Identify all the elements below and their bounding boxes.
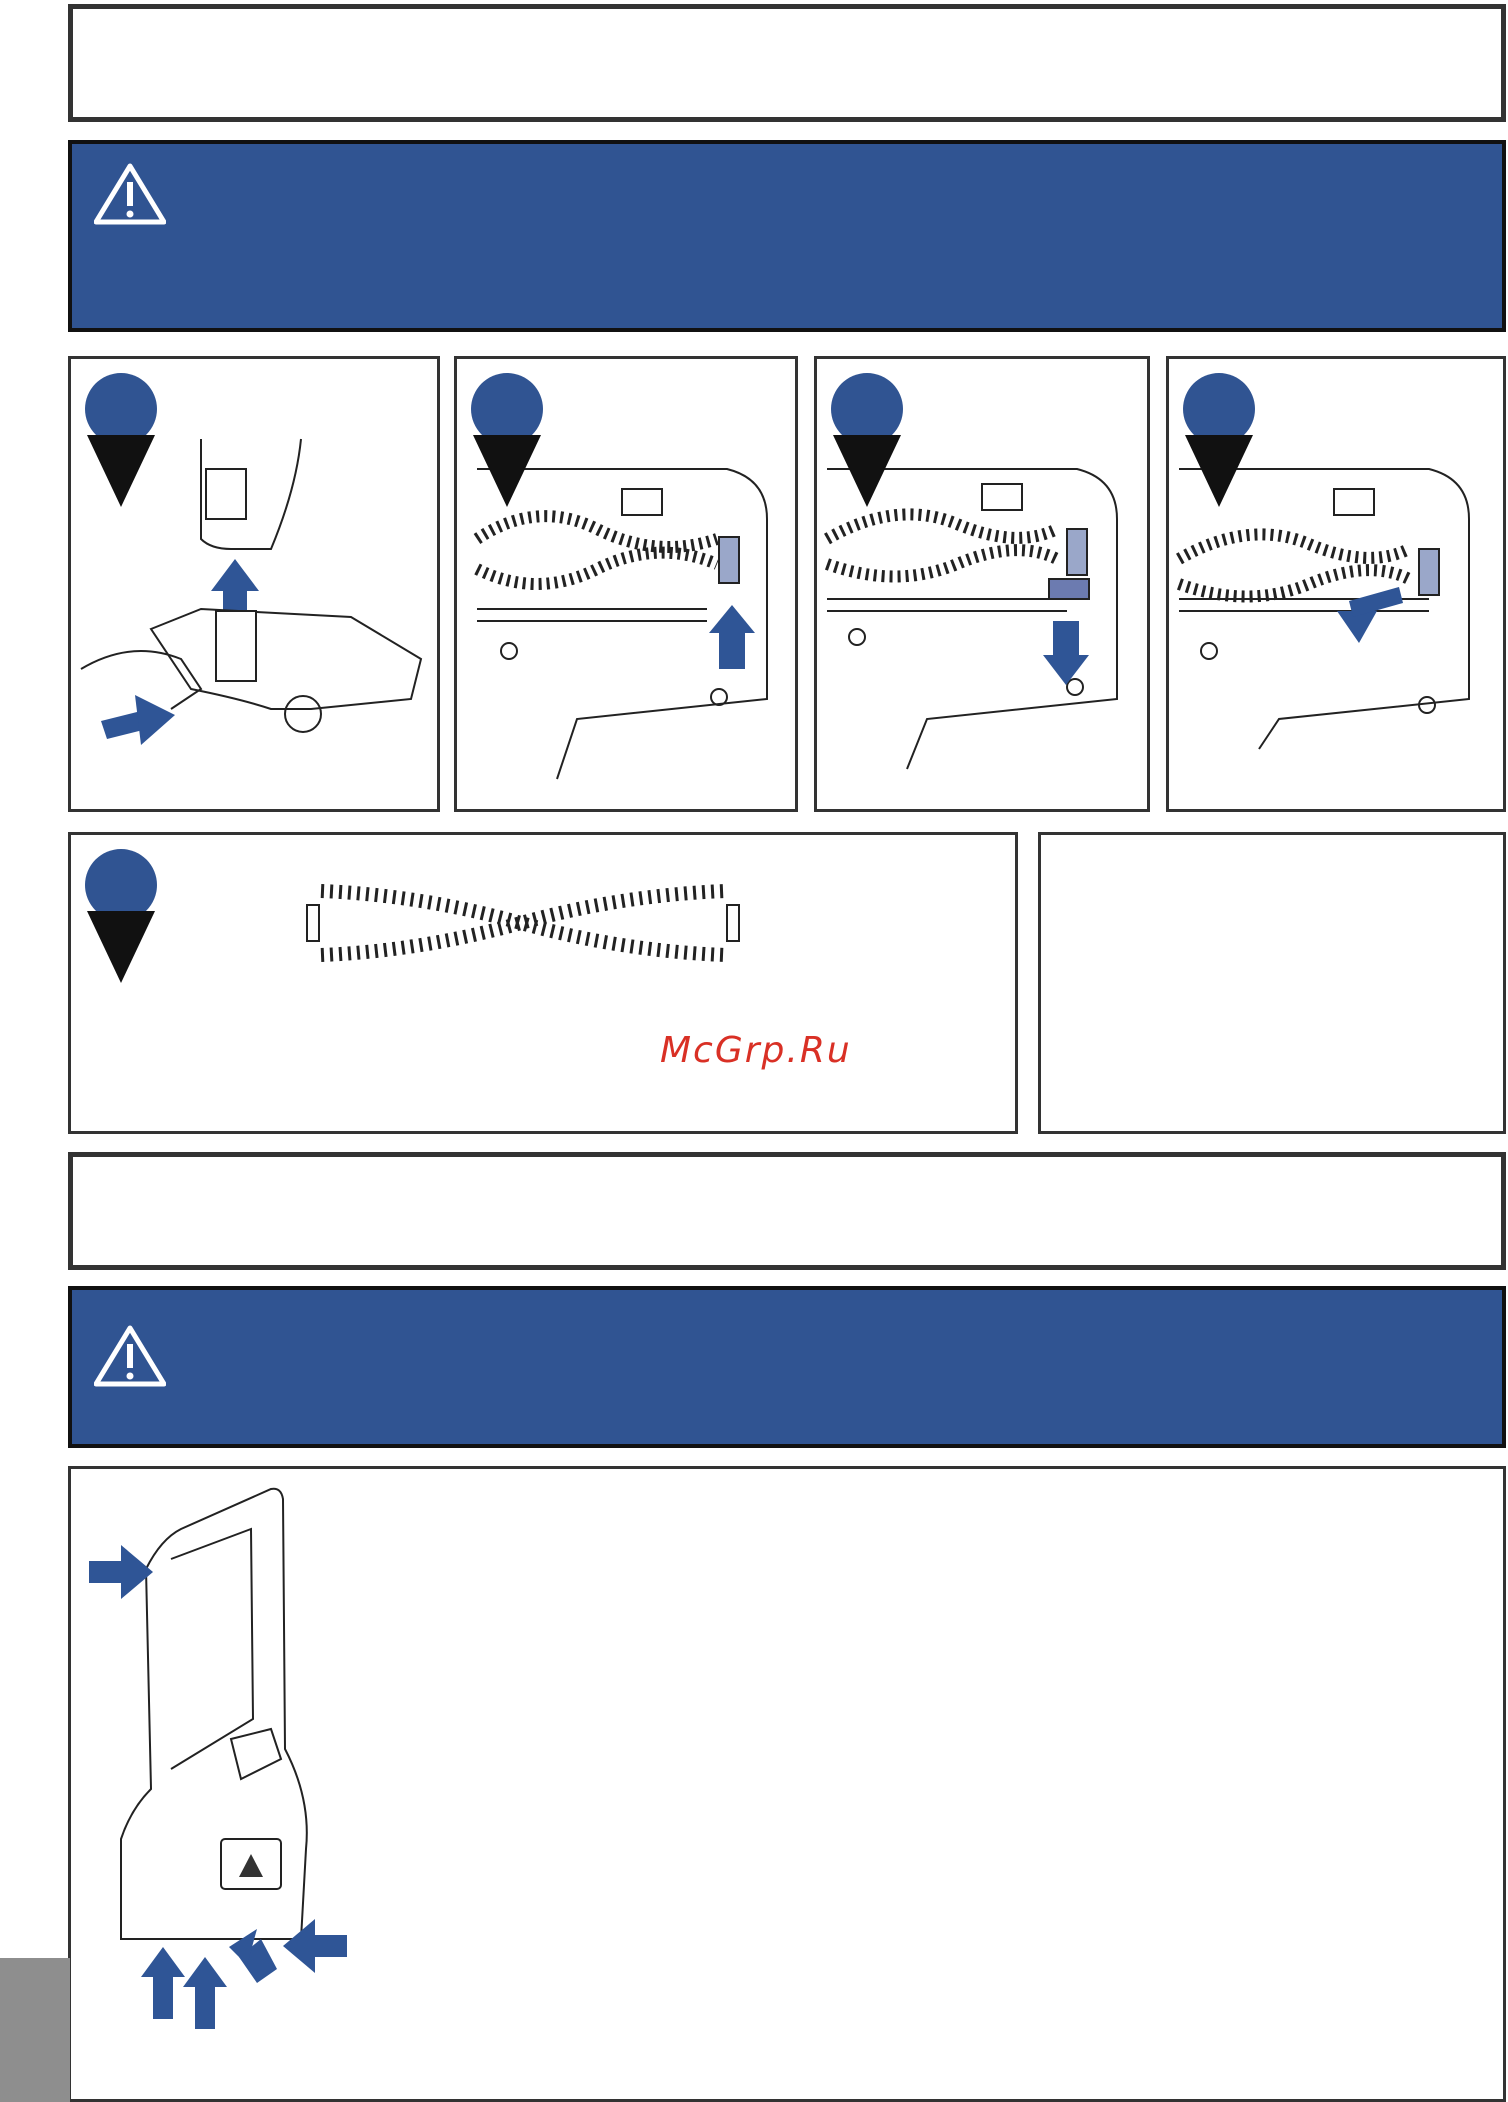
step-panel-5 (68, 832, 1018, 1134)
step-panel-4 (1166, 356, 1506, 812)
arrow-icon (141, 1947, 185, 2019)
brush-roll-illustration (71, 835, 1015, 1131)
handheld-unit-illustration (71, 1469, 431, 2029)
arrow-icon (89, 1545, 153, 1599)
arrow-icon (283, 1919, 347, 1973)
step-2-illustration (457, 359, 795, 809)
arrow-icon (1043, 621, 1089, 685)
step-1-illustration (71, 359, 437, 809)
header-box-middle (68, 1152, 1506, 1270)
warning-triangle-icon (94, 162, 166, 226)
section-side-tab (0, 1958, 70, 2102)
side-note-panel (1038, 832, 1506, 1134)
warning-triangle-icon (94, 1324, 166, 1388)
step-panel-3 (814, 356, 1150, 812)
step-panel-1 (68, 356, 440, 812)
arrow-icon (183, 1957, 227, 2029)
step-panel-2 (454, 356, 798, 812)
step-3-illustration (817, 359, 1147, 809)
arrow-icon (101, 695, 175, 745)
arrow-icon (229, 1929, 277, 1983)
watermark-text: McGrp.Ru (660, 1030, 852, 1071)
arrow-icon (709, 605, 755, 669)
arrow-icon (1337, 587, 1403, 643)
step-4-illustration (1169, 359, 1503, 809)
step-marker-icon (471, 373, 543, 507)
step-marker-icon (1183, 373, 1255, 507)
warning-banner-middle (68, 1286, 1506, 1448)
step-marker-icon (831, 373, 903, 507)
warning-banner-top (68, 140, 1506, 332)
step-marker-icon (85, 849, 157, 983)
header-box-top (68, 4, 1506, 122)
step-marker-icon (85, 373, 157, 507)
bottom-panel (68, 1466, 1506, 2102)
